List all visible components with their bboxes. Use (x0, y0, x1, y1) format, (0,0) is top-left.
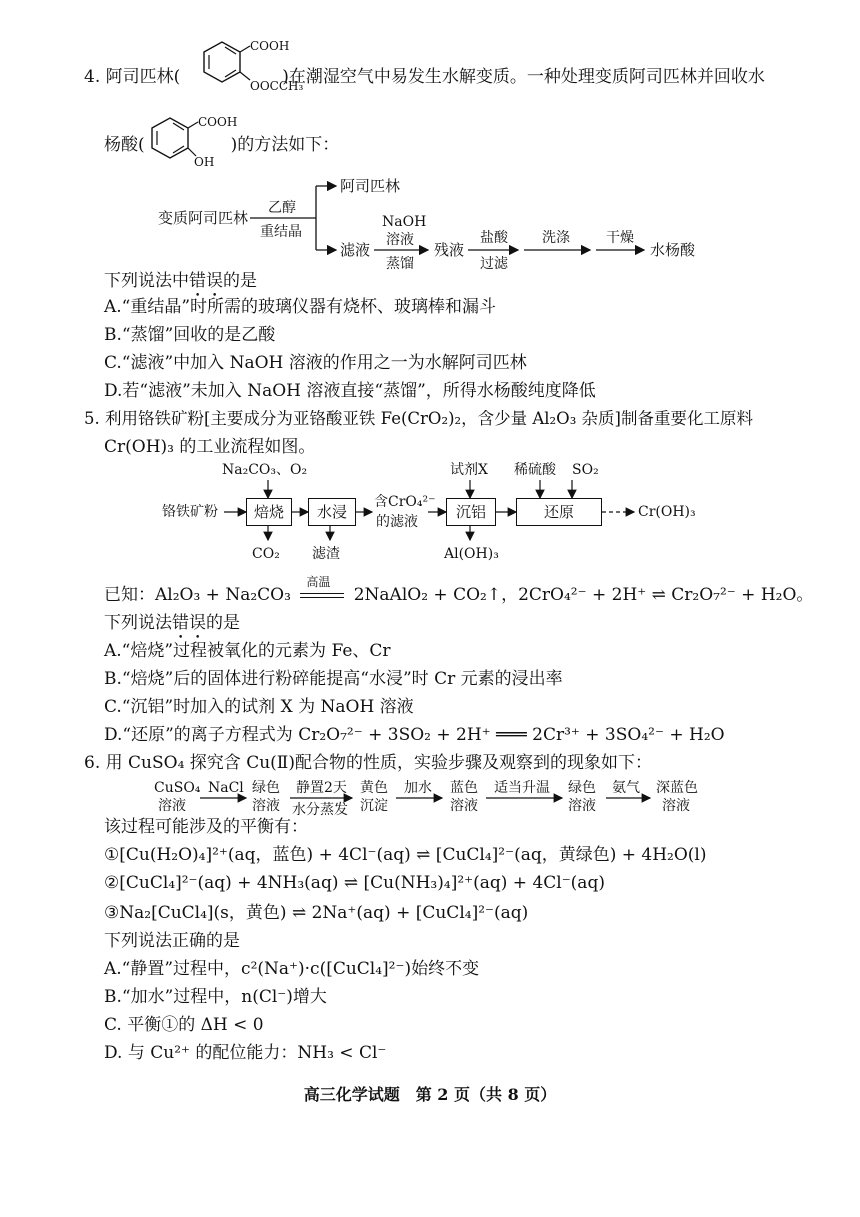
q5-question-emph: 错误 (172, 613, 206, 633)
q4-flow-product: 水杨酸 (650, 241, 696, 259)
q6-s1a: CuSO₄ (154, 780, 201, 796)
q4-flow-dry: 干燥 (606, 230, 634, 246)
q4-option-d: D.若“滤液”未加入 NaOH 溶液直接“蒸馏”，所得水杨酸纯度降低 (104, 381, 596, 401)
q5-stem-line1: 5. 利用铬铁矿粉[主要成分为亚铬酸亚铁 Fe(CrO₂)₂，含少量 Al₂O₃ 杂质]制备重要化工原料 (84, 409, 753, 428)
q6-s3a: 黄色 (360, 780, 388, 796)
q5-stem-line2: Cr(OH)₃ 的工业流程如图。 (104, 437, 316, 457)
q5-question-post: 的是 (206, 613, 240, 633)
aspirin-structure (180, 30, 304, 110)
salicylic-acid-structure (142, 108, 242, 176)
q6-equilibrium-3: ③Na₂[CuCl₄](s，黄色) ⇌ 2Na⁺(aq) + [CuCl₄]²⁻(aq) (104, 903, 529, 923)
q5-flow-residue: 滤渣 (312, 546, 340, 562)
q4-option-c: C.“滤液”中加入 NaOH 溶液的作用之一为水解阿司匹林 (104, 353, 527, 373)
q6-eq-intro: 该过程可能涉及的平衡有： (104, 817, 308, 837)
q5-known-post: 2NaAlO₂ + CO₂↑，2CrO₄²⁻ + 2H⁺ ⇌ Cr₂O₇²⁻ + H₂O。 (353, 585, 814, 605)
q5-box-reduce: 还原 (516, 498, 602, 526)
q5-question-pre: 下列说法 (104, 613, 172, 633)
q5-known (104, 575, 814, 606)
q4-flow-distill: 蒸馏 (386, 256, 414, 272)
q4-flow-naoh-solution: 溶液 (386, 232, 414, 248)
q6-s1b: 溶液 (158, 798, 186, 814)
q5-known-cond-wrap (296, 575, 348, 606)
q6-s5a: 绿色 (568, 780, 596, 796)
q6-a2a: 静置2天 (296, 780, 347, 796)
q5-known-pre: 已知：Al₂O₃ + Na₂CO₃ (104, 585, 291, 605)
q6-s2a: 绿色 (252, 780, 280, 796)
q6-a3: 加水 (404, 780, 432, 796)
q5-flow-aloh3: Al(OH)₃ (444, 546, 499, 562)
q6-a5: 氨气 (612, 780, 640, 796)
q5-box-roast: 焙烧 (246, 498, 292, 526)
q4-flow-wash: 洗涤 (542, 230, 570, 246)
q6-s3b: 沉淀 (360, 798, 388, 814)
q4-stem-d: )的方法如下： (230, 135, 340, 155)
q4-option-b: B.“蒸馏”回收的是乙酸 (104, 325, 276, 345)
q5-flow-reagent-x: 试剂X (450, 462, 488, 478)
q4-flow-hcl: 盐酸 (480, 230, 508, 246)
q4-flow-filtrate: 滤液 (340, 241, 371, 259)
q6-s4b: 溶液 (450, 798, 478, 814)
q5-flow-product: Cr(OH)₃ (638, 504, 696, 520)
q6-s6a: 深蓝色 (656, 780, 698, 796)
q4-flow-ethanol: 乙醇 (268, 200, 296, 216)
q4-flow-recrystallize: 重结晶 (260, 224, 302, 240)
q6-question: 下列说法正确的是 (104, 931, 240, 951)
q5-flow-acid: 稀硫酸 (514, 462, 556, 478)
q5-flow-co2: CO₂ (252, 546, 280, 562)
page-footer: 高三化学试题 第 2 页（共 8 页） (303, 1085, 557, 1104)
q6-s5b: 溶液 (568, 798, 596, 814)
q5-flow-input: Na₂CO₃、O₂ (222, 462, 308, 478)
q6-a1: NaCl (208, 780, 244, 796)
q5-known-cond: 高温 (306, 575, 331, 589)
q5-option-c: C.“沉铝”时加入的试剂 X 为 NaOH 溶液 (104, 697, 414, 717)
q6-s4a: 蓝色 (450, 780, 478, 796)
q4-stem-b: )在潮湿空气中易发生水解变质。一种处理变质阿司匹林并回收水 (282, 67, 765, 87)
q5-question (104, 612, 240, 643)
q5-option-d: D.“还原”的离子方程式为 Cr₂O₇²⁻ + 3SO₂ + 2H⁺ ═══ 2Cr³⁺ + 3SO₄²⁻ + H₂O (104, 725, 725, 745)
q4-flow-filter: 过滤 (480, 256, 508, 272)
q5-flow-filtrate-2: 的滤液 (376, 514, 418, 530)
q5-known-equals (300, 593, 344, 598)
aspirin-cooh-label: COOH (250, 39, 290, 53)
q6-s2b: 溶液 (252, 798, 280, 814)
q5-flow-so2: SO₂ (572, 462, 599, 478)
q4-flow-start: 变质阿司匹林 (158, 209, 249, 227)
q6-equilibrium-2: ②[CuCl₄]²⁻(aq) + 4NH₃(aq) ⇌ [Cu(NH₃)₄]²⁺(aq) + 4Cl⁻(aq) (104, 873, 605, 893)
q4-option-a: A.“重结晶”时所需的玻璃仪器有烧杯、玻璃棒和漏斗 (104, 297, 497, 317)
q6-option-c: C. 平衡①的 ΔH < 0 (104, 1015, 264, 1035)
q4-flow-naoh: NaOH (382, 214, 427, 230)
q6-stem: 6. 用 CuSO₄ 探究含 Cu(Ⅱ)配合物的性质，实验步骤及观察到的现象如下： (84, 753, 652, 773)
q6-equilibrium-1: ①[Cu(H₂O)₄]²⁺(aq，蓝色) + 4Cl⁻(aq) ⇌ [CuCl₄]²⁻(aq，黄绿色) + 4H₂O(l) (104, 845, 707, 865)
q4-question-post: 的是 (223, 271, 257, 291)
q5-box-leach: 水浸 (308, 498, 356, 526)
q5-flow-diagram (160, 460, 720, 570)
q6-option-b: B.“加水”过程中，n(Cl⁻)增大 (104, 987, 327, 1007)
q4-question-emph: 错误 (189, 271, 223, 291)
q6-a4: 适当升温 (494, 780, 550, 796)
q6-option-d: D. 与 Cu²⁺ 的配位能力：NH₃ < Cl⁻ (104, 1043, 387, 1063)
aspirin-ester-label: OOCCH₃ (250, 79, 304, 93)
q6-a2b: 水分蒸发 (292, 802, 348, 818)
q5-flow-raw: 铬铁矿粉 (162, 504, 218, 520)
q6-option-a: A.“静置”过程中，c²(Na⁺)·c([CuCl₄]²⁻)始终不变 (104, 959, 480, 979)
q5-box-precip: 沉铝 (446, 498, 496, 526)
salicylic-oh-label: OH (194, 155, 215, 169)
q4-stem-c: 杨酸( (104, 135, 145, 155)
q4-flow-residue: 残液 (434, 241, 465, 259)
q4-flow-diagram (150, 172, 710, 272)
salicylic-cooh-label: COOH (198, 115, 238, 129)
q5-option-b: B.“焙烧”后的固体进行粉碎能提高“水浸”时 Cr 元素的浸出率 (104, 669, 563, 689)
q4-question-pre: 下列说法中 (104, 271, 189, 291)
q5-option-a: A.“焙烧”过程被氧化的元素为 Fe、Cr (104, 641, 391, 661)
q4-flow-aspirin: 阿司匹林 (340, 177, 401, 195)
q6-s6b: 溶液 (662, 798, 690, 814)
q4-stem-a: 4. 阿司匹林( (84, 67, 181, 87)
q5-flow-filtrate-1: 含CrO₄²⁻ (374, 494, 436, 510)
